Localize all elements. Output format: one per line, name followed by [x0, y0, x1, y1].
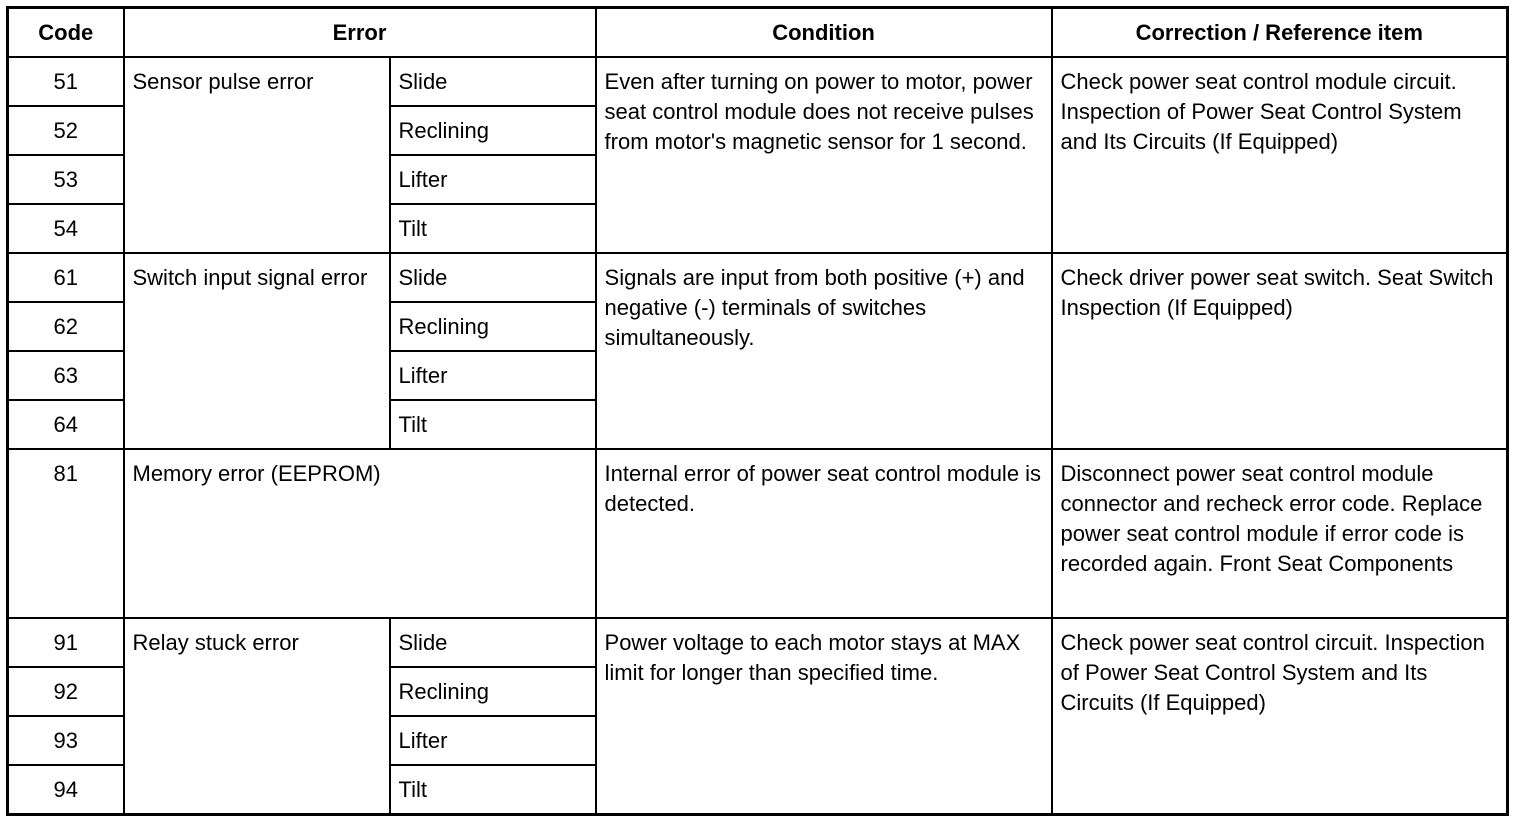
code-cell: 92: [8, 667, 124, 716]
error-code-table: [6, 6, 1509, 816]
correction-cell: Check driver power seat switch. Seat Switch Inspection (If Equipped): [1052, 253, 1508, 449]
error-cell: Switch input signal error: [124, 253, 390, 449]
table-row: [8, 253, 1508, 302]
code-cell: 94: [8, 765, 124, 815]
code-cell: 91: [8, 618, 124, 667]
sub-error-cell: Lifter: [390, 155, 596, 204]
condition-cell: Signals are input from both positive (+) and negative (-) terminals of switches simultaneously.: [596, 253, 1052, 449]
code-cell: 81: [8, 449, 124, 618]
header-correction: Correction / Reference item: [1052, 8, 1508, 58]
code-cell: 61: [8, 253, 124, 302]
table-row: [8, 449, 1508, 618]
sub-error-cell: Tilt: [390, 400, 596, 449]
code-cell: 52: [8, 106, 124, 155]
error-cell: Memory error (EEPROM): [124, 449, 596, 618]
sub-error-cell: Slide: [390, 618, 596, 667]
code-cell: 51: [8, 57, 124, 106]
condition-cell: Even after turning on power to motor, power seat control module does not receive pulses from motor's magnetic sensor for 1 second.: [596, 57, 1052, 253]
header-error: Error: [124, 8, 596, 58]
sub-error-cell: Tilt: [390, 765, 596, 815]
table-row: [8, 618, 1508, 667]
error-cell: Relay stuck error: [124, 618, 390, 815]
correction-cell: Check power seat control module circuit. Inspection of Power Seat Control System and Its Circuits (If Equipped): [1052, 57, 1508, 253]
sub-error-cell: Reclining: [390, 106, 596, 155]
code-cell: 93: [8, 716, 124, 765]
sub-error-cell: Slide: [390, 253, 596, 302]
code-cell: 64: [8, 400, 124, 449]
code-cell: 63: [8, 351, 124, 400]
sub-error-cell: Tilt: [390, 204, 596, 253]
header-row: [8, 8, 1508, 58]
table-row: [8, 57, 1508, 106]
correction-cell: Disconnect power seat control module connector and recheck error code. Replace power seat control module if error code is recorded again. Front Seat Components: [1052, 449, 1508, 618]
header-condition: Condition: [596, 8, 1052, 58]
code-cell: 53: [8, 155, 124, 204]
error-cell: Sensor pulse error: [124, 57, 390, 253]
sub-error-cell: Reclining: [390, 302, 596, 351]
condition-cell: Power voltage to each motor stays at MAX limit for longer than specified time.: [596, 618, 1052, 815]
sub-error-cell: Slide: [390, 57, 596, 106]
correction-cell: Check power seat control circuit. Inspection of Power Seat Control System and Its Circuits (If Equipped): [1052, 618, 1508, 815]
code-cell: 62: [8, 302, 124, 351]
code-cell: 54: [8, 204, 124, 253]
sub-error-cell: Lifter: [390, 716, 596, 765]
condition-cell: Internal error of power seat control module is detected.: [596, 449, 1052, 618]
header-code: Code: [8, 8, 124, 58]
sub-error-cell: Reclining: [390, 667, 596, 716]
sub-error-cell: Lifter: [390, 351, 596, 400]
